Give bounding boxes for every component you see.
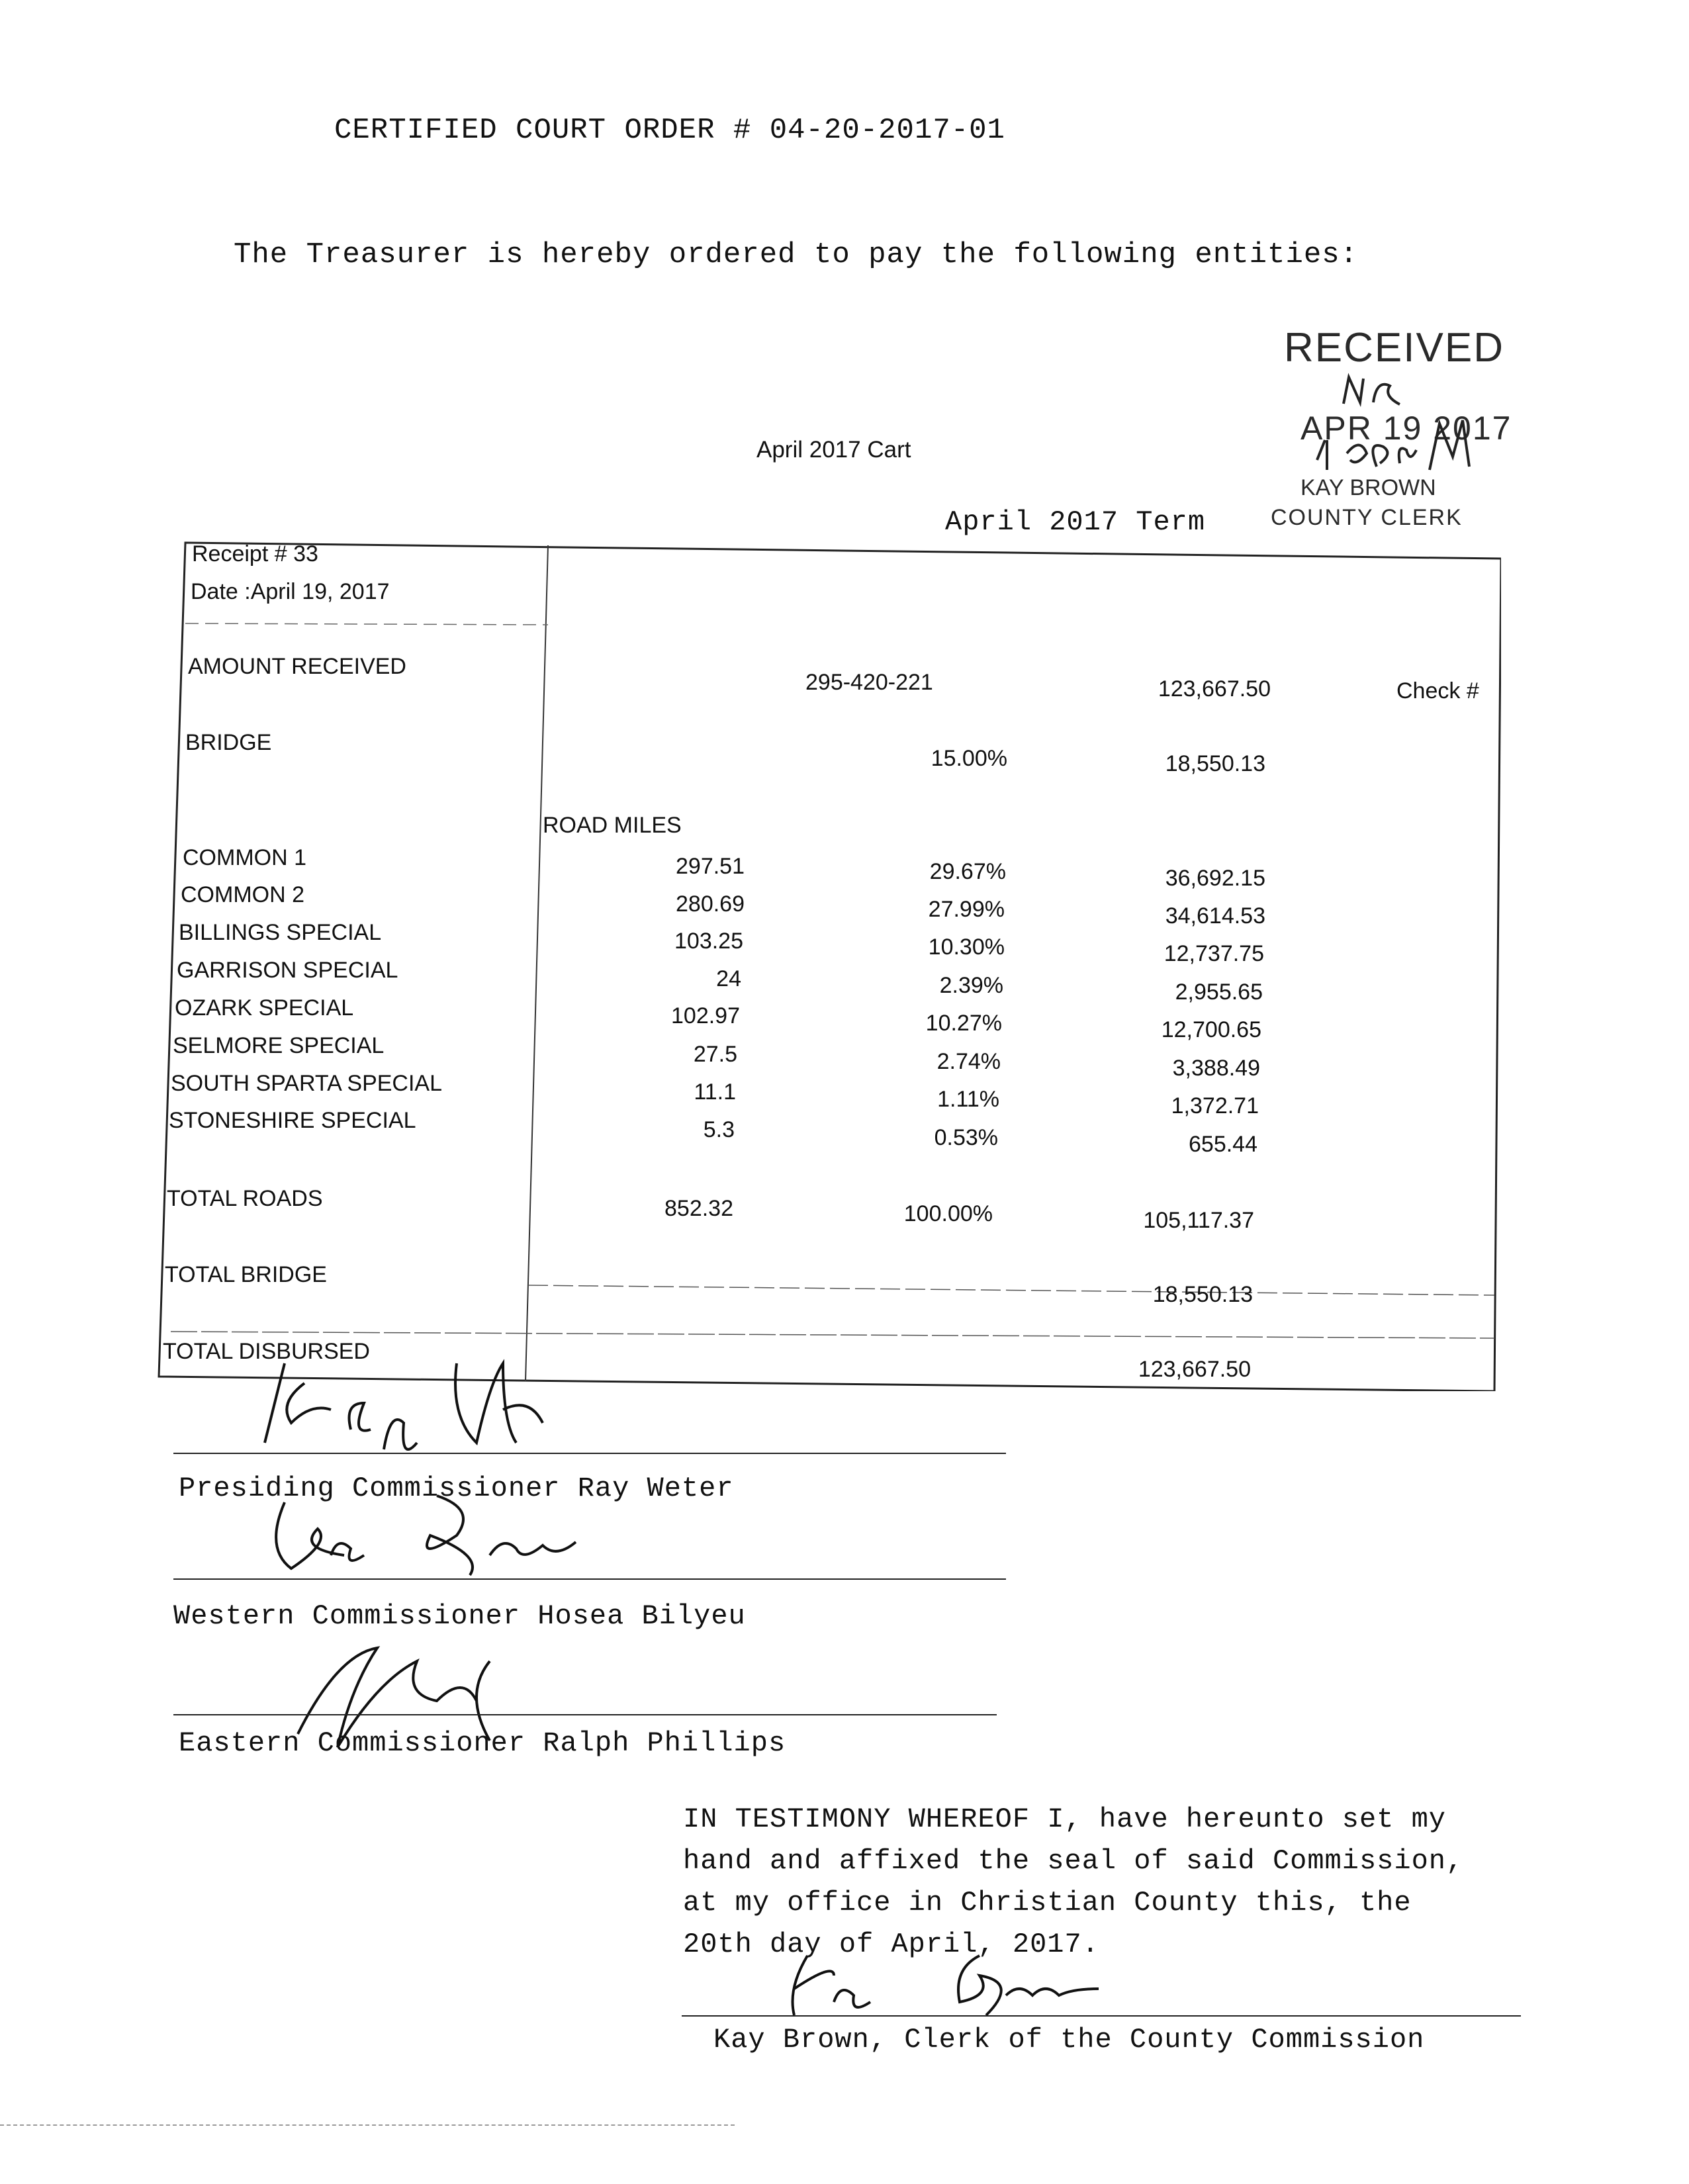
stamp-handwriting: [1264, 324, 1516, 543]
testimony-text: IN TESTIMONY WHEREOF I, have hereunto set my hand and affixed the seal of said Commission, at my office in Christian County this, the 20th day of April, 2017.: [683, 1803, 1464, 1960]
row-name: STONESHIRE SPECIAL: [169, 1108, 416, 1133]
stamp-date: APR 19 2017: [1301, 410, 1512, 447]
bridge-label: BRIDGE: [185, 730, 272, 755]
order-title: CERTIFIED COURT ORDER # 04-20-2017-01: [334, 114, 1005, 147]
signature-hosea-bilyeu: [238, 1482, 596, 1588]
row-amount: 12,737.75: [1164, 941, 1264, 966]
row-miles: 27.5: [693, 1042, 737, 1067]
eastern-commissioner-caption: Eastern Commissioner Ralph Phillips: [179, 1727, 786, 1759]
row-percent: 10.27%: [925, 1011, 1002, 1036]
account-number: 295-420-221: [805, 670, 933, 695]
bridge-percent: 15.00%: [931, 746, 1007, 771]
row-percent: 0.53%: [934, 1125, 998, 1150]
western-commissioner-caption: Western Commissioner Hosea Bilyeu: [173, 1600, 746, 1632]
signature-line-eastern: [173, 1714, 997, 1715]
signature-line-clerk: [682, 2015, 1521, 2017]
total-disbursed-amount: 123,667.50: [1138, 1357, 1251, 1382]
received-stamp: [1264, 324, 1516, 543]
row-miles: 24: [716, 966, 741, 991]
total-disbursed-label: TOTAL DISBURSED: [163, 1339, 370, 1364]
stamp-office: COUNTY CLERK: [1271, 505, 1463, 530]
road-miles-header: ROAD MILES: [543, 813, 682, 838]
row-name: BILLINGS SPECIAL: [179, 920, 382, 945]
total-bridge-label: TOTAL BRIDGE: [165, 1262, 327, 1287]
row-miles: 103.25: [674, 929, 743, 954]
total-roads-label: TOTAL ROADS: [167, 1186, 323, 1211]
row-percent: 27.99%: [928, 897, 1005, 922]
signature-kay-brown: [768, 1942, 1112, 2022]
row-miles: 102.97: [671, 1003, 740, 1028]
row-amount: 2,955.65: [1175, 979, 1263, 1005]
row-percent: 29.67%: [929, 859, 1006, 884]
row-name: SELMORE SPECIAL: [173, 1033, 385, 1058]
row-amount: 34,614.53: [1165, 903, 1265, 929]
row-percent: 2.39%: [939, 973, 1003, 998]
row-amount: 1,372.71: [1171, 1093, 1259, 1118]
receipt-date: Date :April 19, 2017: [191, 579, 390, 604]
row-amount: 3,388.49: [1172, 1056, 1260, 1081]
row-name: GARRISON SPECIAL: [177, 958, 398, 983]
total-roads-amount: 105,117.37: [1143, 1208, 1254, 1233]
row-name: COMMON 1: [183, 845, 306, 870]
total-bridge-amount: 18,550.13: [1152, 1282, 1253, 1307]
signature-line-presiding: [173, 1453, 1006, 1454]
check-number-label: Check #: [1396, 678, 1479, 704]
row-name: OZARK SPECIAL: [175, 995, 354, 1021]
row-miles: 297.51: [676, 854, 745, 879]
row-name: SOUTH SPARTA SPECIAL: [171, 1071, 443, 1096]
signature-ray-weter: [238, 1343, 556, 1469]
term-label: April 2017 Term: [945, 506, 1206, 538]
presiding-commissioner-caption: Presiding Commissioner Ray Weter: [179, 1473, 734, 1504]
total-roads-miles: 852.32: [664, 1196, 733, 1221]
clerk-caption: Kay Brown, Clerk of the County Commission: [713, 2024, 1425, 2056]
receipt-number: Receipt # 33: [192, 541, 318, 567]
scan-artifact-line: [0, 2124, 735, 2126]
row-miles: 280.69: [676, 891, 745, 917]
row-percent: 10.30%: [928, 934, 1005, 960]
row-amount: 36,692.15: [1165, 866, 1265, 891]
row-name: COMMON 2: [181, 882, 304, 907]
row-miles: 11.1: [694, 1079, 736, 1105]
cart-label: April 2017 Cart: [756, 437, 911, 463]
stamp-received: RECEIVED: [1284, 325, 1504, 371]
amount-received-label: AMOUNT RECEIVED: [188, 654, 406, 679]
total-roads-percent: 100.00%: [903, 1201, 993, 1226]
stamp-name: KAY BROWN: [1301, 475, 1436, 500]
row-percent: 2.74%: [936, 1049, 1001, 1074]
row-miles: 5.3: [703, 1117, 735, 1142]
row-amount: 655.44: [1189, 1132, 1257, 1157]
bridge-amount: 18,550.13: [1165, 751, 1265, 776]
row-amount: 12,700.65: [1161, 1017, 1261, 1042]
order-instruction: The Treasurer is hereby ordered to pay the following entities:: [234, 238, 1359, 271]
row-percent: 1.11%: [937, 1087, 999, 1112]
signature-line-western: [173, 1578, 1006, 1580]
amount-received-value: 123,667.50: [1158, 676, 1271, 702]
